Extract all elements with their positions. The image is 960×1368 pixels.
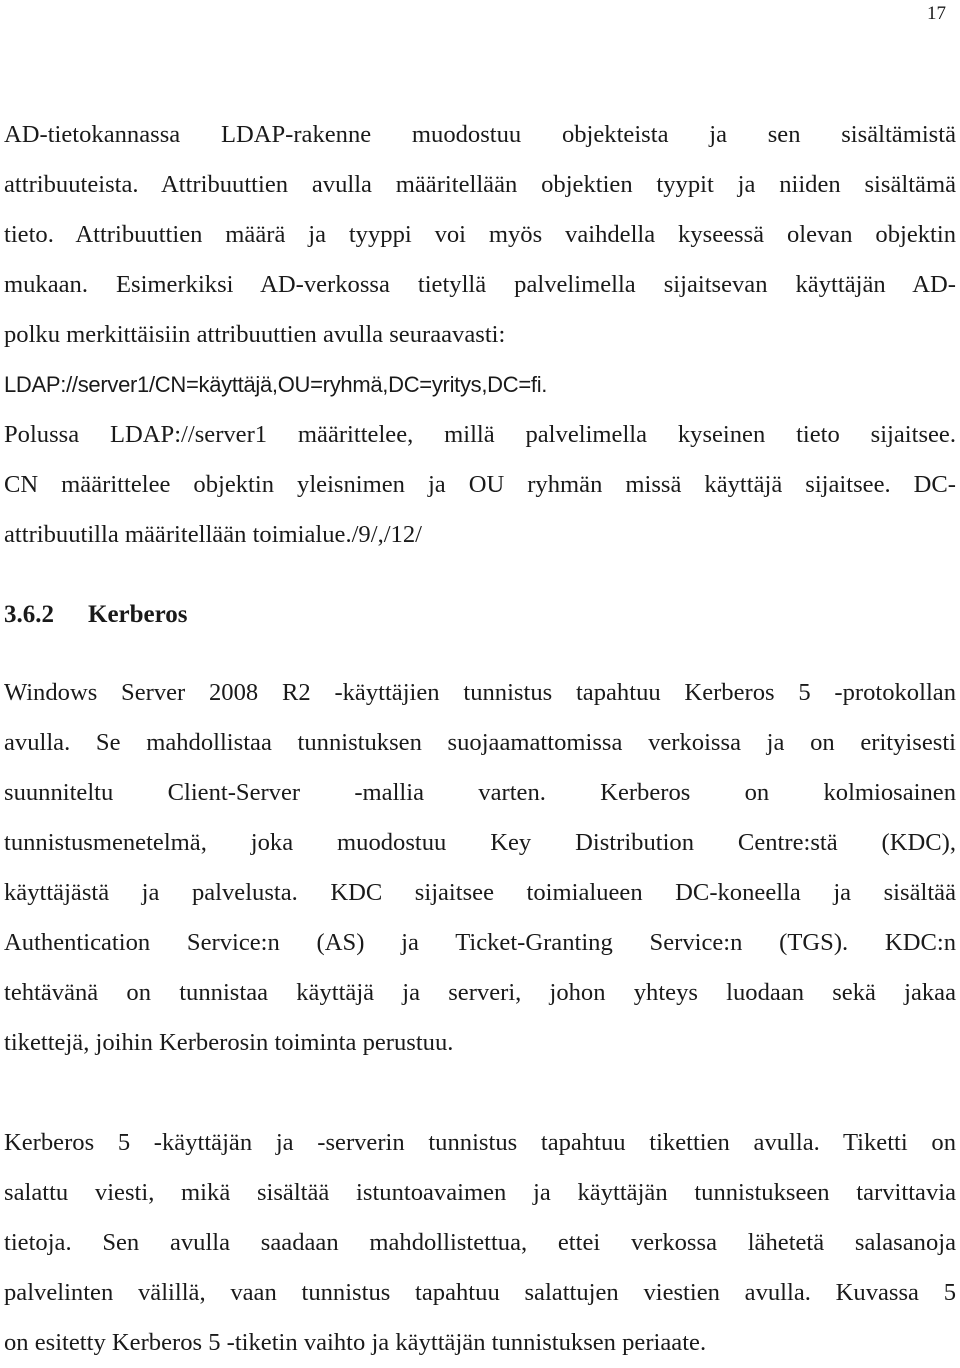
text-line: attribuuteista. Attribuuttien avulla määritellään objektien tyypit ja niiden sisältämä [4,171,956,198]
text-line: Windows Server 2008 R2 -käyttäjien tunnistus tapahtuu Kerberos 5 -protokollan [4,679,956,706]
paragraph-ldap [4,110,956,560]
text-line: AD-tietokannassa LDAP-rakenne muodostuu objekteista ja sen sisältämistä [4,121,956,148]
text-line: palvelinten välillä, vaan tunnistus tapahtuu salattujen viestien avulla. Kuvassa 5 [4,1279,956,1306]
ldap-path-line: LDAP://server1/CN=käyttäjä,OU=ryhmä,DC=yritys,DC=fi. [4,372,548,397]
text-line: polku merkittäisiin attribuuttien avulla seuraavasti: [4,321,506,348]
text-line: suunniteltu Client-Server -mallia varten. Kerberos on kolmiosainen [4,779,956,806]
section-title: Kerberos [88,601,188,628]
text-line: tieto. Attribuuttien määrä ja tyyppi voi myös vaihdella kyseessä olevan objektin [4,221,956,248]
text-line: on esitetty Kerberos 5 -tiketin vaihto ja käyttäjän tunnistuksen periaate. [4,1329,707,1356]
text-line: salattu viesti, mikä sisältää istuntoavaimen ja käyttäjän tunnistukseen tarvittavia [4,1179,956,1206]
text-line: Authentication Service:n (AS) ja Ticket-Granting Service:n (TGS). KDC:n [4,929,956,956]
text-line: mukaan. Esimerkiksi AD-verkossa tietyllä palvelimella sijaitsevan käyttäjän AD- [4,271,956,298]
text-line: Kerberos 5 -käyttäjän ja -serverin tunnistus tapahtuu tikettien avulla. Tiketti on [4,1129,956,1156]
text-line: Polussa LDAP://server1 määrittelee, millä palvelimella kyseinen tieto sijaitsee. [4,421,956,448]
section-number: 3.6.2 [4,601,54,628]
text-line: tehtävänä on tunnistaa käyttäjä ja serveri, johon yhteys luodaan sekä jakaa [4,979,956,1006]
text-line: tikettejä, joihin Kerberosin toiminta perustuu. [4,1029,454,1056]
section-heading [4,590,188,640]
text-line: attribuutilla määritellään toimialue./9/,/12/ [4,521,422,548]
text-line: avulla. Se mahdollistaa tunnistuksen suojaamattomissa verkoissa ja on erityisesti [4,729,956,756]
text-line: tietoja. Sen avulla saadaan mahdollistettua, ettei verkossa lähetetä salasanoja [4,1229,956,1256]
text-line: CN määrittelee objektin yleisnimen ja OU ryhmän missä käyttäjä sijaitsee. DC- [4,471,956,498]
page-number: 17 [927,3,946,24]
text-line: tunnistusmenetelmä, joka muodostuu Key Distribution Centre:stä (KDC), [4,829,956,856]
paragraph-kerberos-tickets [4,1118,956,1368]
paragraph-kerberos-intro [4,668,956,1068]
text-line: käyttäjästä ja palvelusta. KDC sijaitsee toimialueen DC-koneella ja sisältää [4,879,956,906]
